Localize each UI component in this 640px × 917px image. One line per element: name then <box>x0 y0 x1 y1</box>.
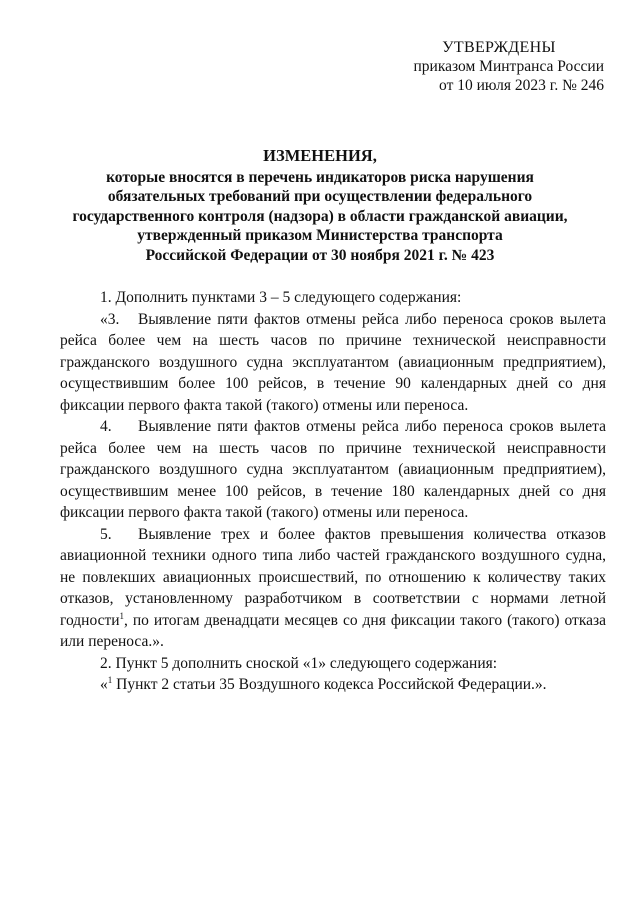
paragraph-5 <box>60 524 606 653</box>
heading-line: утвержденный приказом Министерства транспорта <box>137 227 503 244</box>
footnote-body: Пункт 2 статьи 35 Воздушного кодекса Российской Федерации.». <box>112 676 547 693</box>
footnote-number: 1 <box>107 674 113 685</box>
heading-line: обязательных требований при осуществлении федерального <box>107 188 533 205</box>
heading-title: ИЗМЕНЕНИЯ, <box>263 146 377 165</box>
paragraph-5-text: Выявление трех и более фактов превышения количества отказов авиационной техники одного типа либо частей гражданского воздушного судна, не повлекших авиационных происшествий, по отношению к количеству таких отказов, установленному разработчиком в соответствии с нормами летной годности <box>60 525 606 629</box>
paragraph-3 <box>60 309 606 417</box>
paragraph-5-number: 5. <box>100 525 112 543</box>
paragraph-3-text: Выявление пяти фактов отмены рейса либо переноса сроков вылета рейса более чем на шесть часов по причине технической неисправности гражданского воздушного судна эксплуатантом (авиационным предприятием), осуществившим более 100 рейсов, в течение 90 календарных дней со дня фиксации первого факта такой (такого) отмены или переноса. <box>60 310 606 414</box>
document-heading <box>60 146 580 265</box>
approval-block <box>364 38 604 95</box>
heading-line: которые вносятся в перечень индикаторов риска нарушения <box>106 168 534 186</box>
item-2-intro: 2. Пункт 5 дополнить сноской «1» следующего содержания: <box>100 654 498 672</box>
paragraph-4-number: 4. <box>100 418 112 435</box>
heading-line: государственного контроля (надзора) в области гражданской авиации, <box>72 207 568 225</box>
footnote-open-quote: « <box>100 676 108 693</box>
paragraph-3-number: «3. <box>100 310 120 328</box>
item-1-intro: 1. Дополнить пунктами 3 – 5 следующего содержания: <box>100 289 462 306</box>
paragraph-4 <box>60 416 606 524</box>
footnote-reference: 1 <box>119 610 125 621</box>
paragraph-4-text: Выявление пяти фактов отмены рейса либо переноса сроков вылета рейса более чем на шесть часов по причине технической неисправности гражданского воздушного судна эксплуатантом (авиационным предприятием), осуществившим менее 100 рейсов, в течение 180 календарных дней со дня фиксации первого факта такой (такого) отмены или переноса. <box>60 418 606 521</box>
approval-date: от 10 июля 2023 г. № 246 <box>439 77 604 94</box>
footnote-text <box>60 674 606 696</box>
paragraph-5-text-end: , по итогам двенадцати месяцев со дня фиксации такого (такого) отказа или переноса.». <box>60 611 606 650</box>
heading-line: Российской Федерации от 30 ноября 2021 г. № 423 <box>145 246 495 264</box>
approval-title: УТВЕРЖДЕНЫ <box>442 39 556 56</box>
document-body <box>60 287 606 696</box>
approval-order: приказом Минтранса России <box>413 58 604 75</box>
